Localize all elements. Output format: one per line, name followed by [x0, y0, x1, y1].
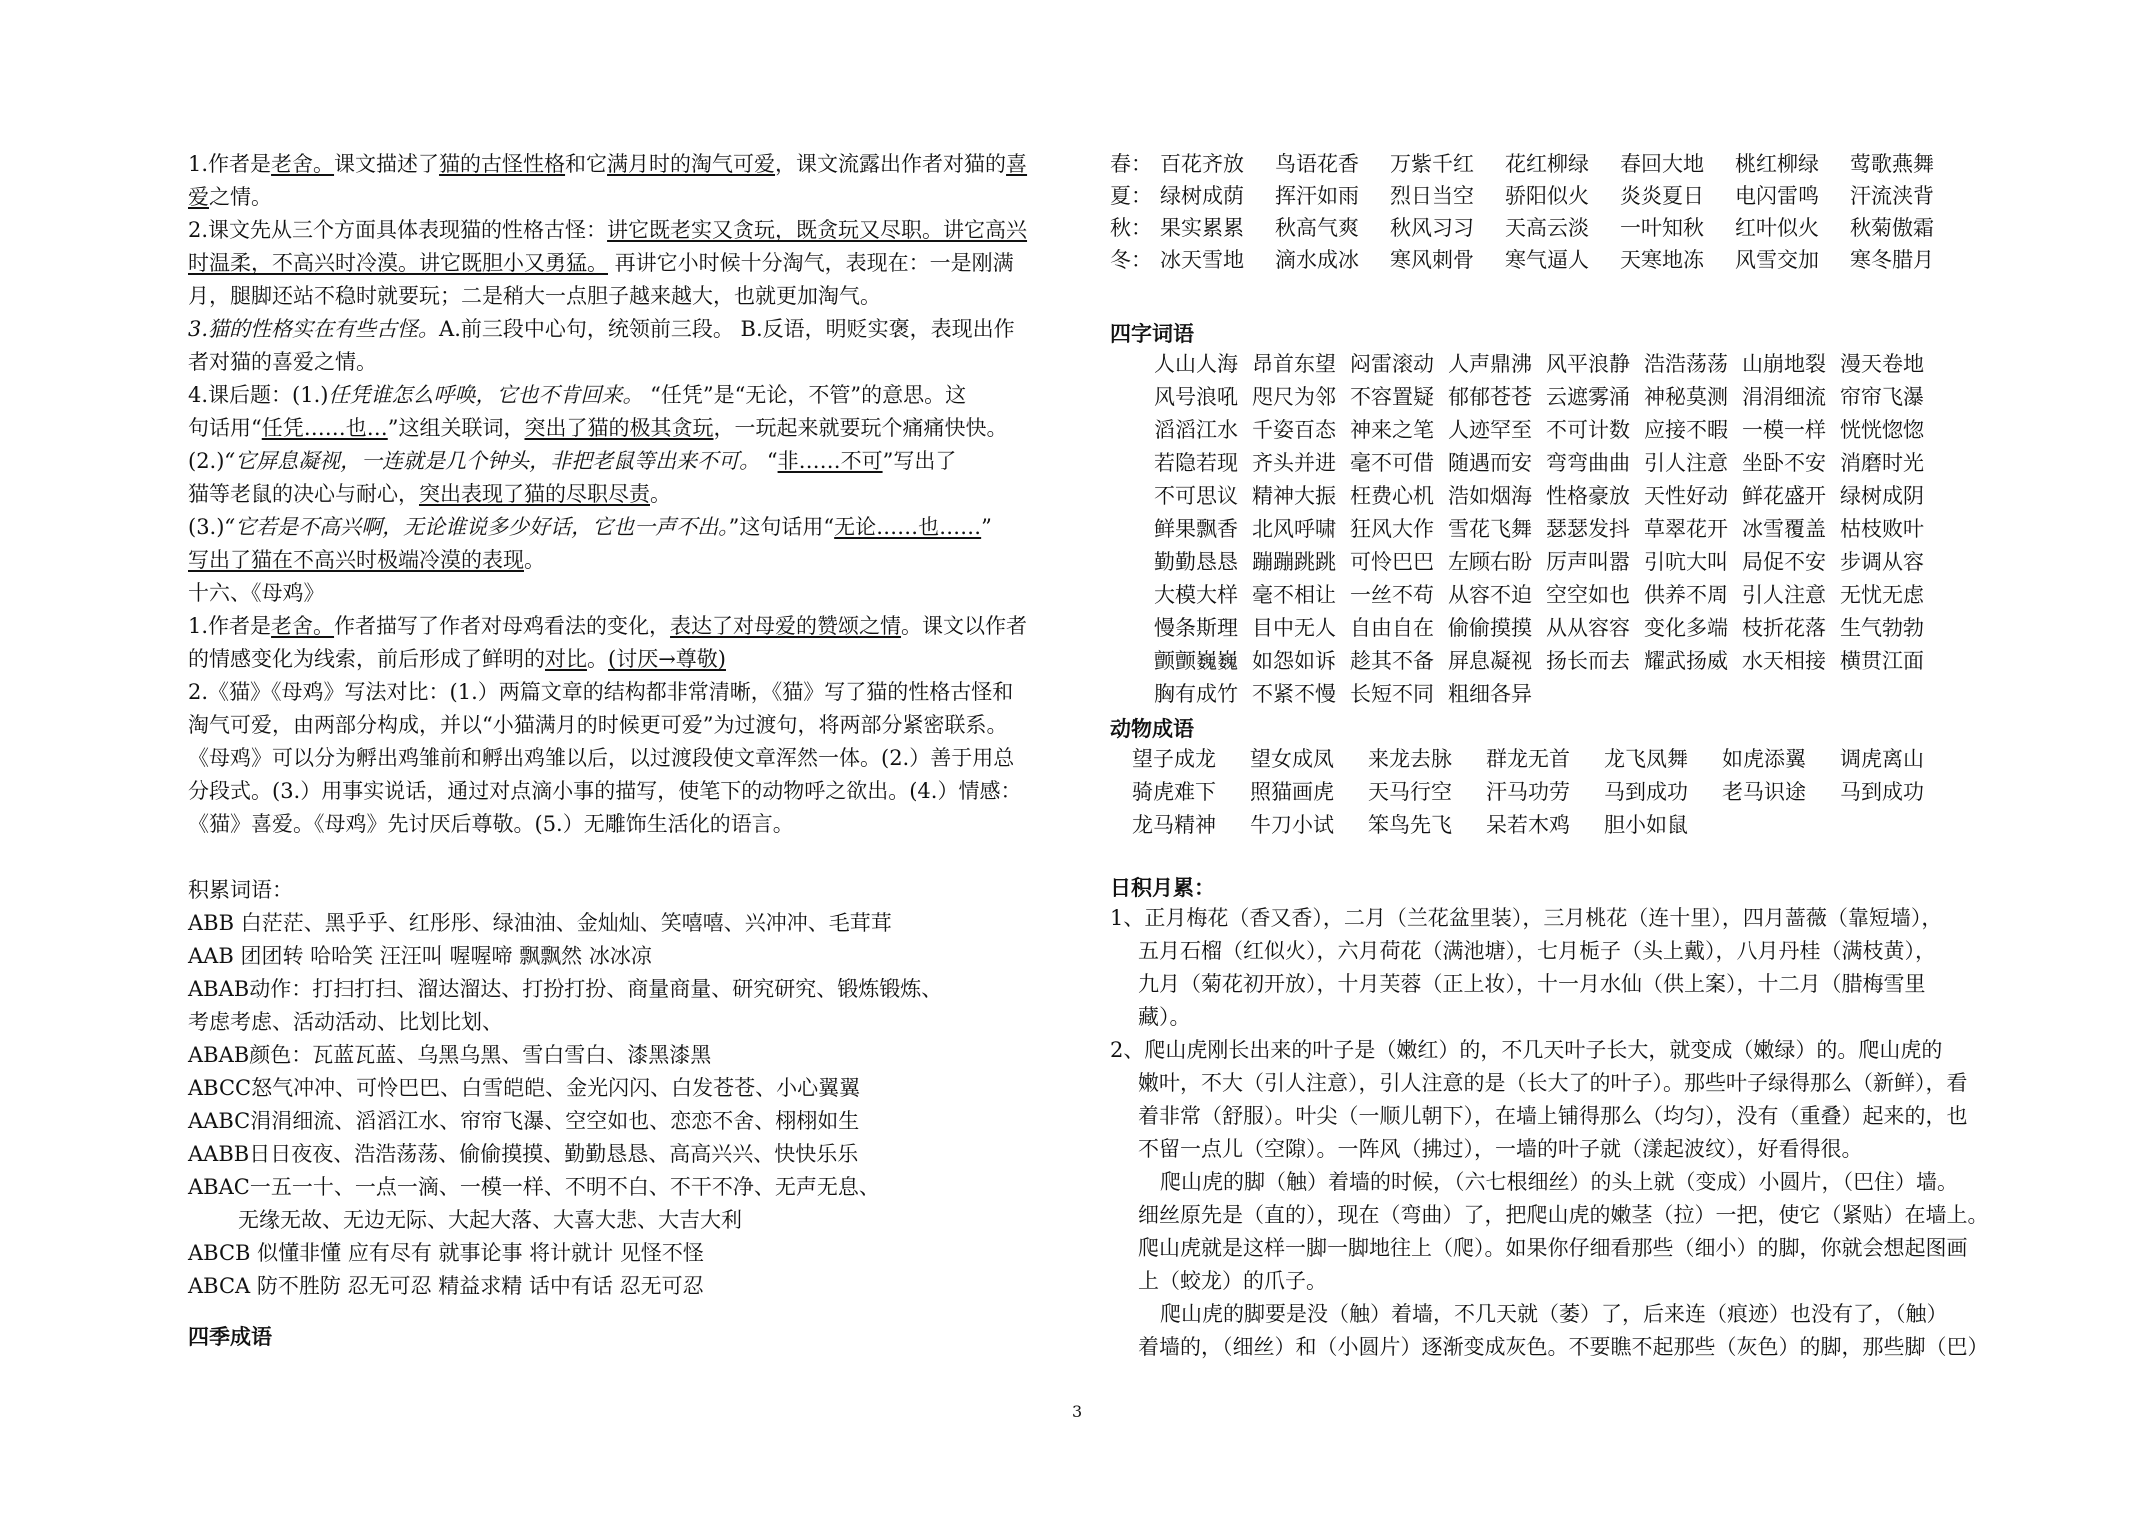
animal-idiom: 群龙无首 — [1486, 747, 1570, 771]
four-char-word: 消磨时光 — [1840, 451, 1924, 475]
four-char-word: 鲜果飘香 — [1154, 517, 1238, 541]
four-char-word: 长短不同 — [1350, 682, 1434, 706]
animal-idiom: 牛刀小试 — [1250, 813, 1334, 837]
text-line: 细丝原先是（直的），现在（弯曲）了，把爬山虎的嫩茎（拉）一把，使它（紧贴）在墙上。 — [1138, 1203, 1989, 1227]
four-char-word: 不可思议 — [1154, 484, 1238, 508]
animal-idiom: 胆小如鼠 — [1604, 813, 1688, 837]
four-char-word: 人山人海 — [1154, 352, 1238, 376]
four-char-word: 引吭大叫 — [1644, 550, 1728, 574]
four-char-word: 耀武扬威 — [1644, 649, 1728, 673]
four-char-word: 神秘莫测 — [1644, 385, 1728, 409]
four-char-word: 自由自在 — [1350, 616, 1434, 640]
ivy-leaves-paragraph — [1110, 1034, 1990, 1166]
flower-months-paragraph — [1110, 902, 1990, 1034]
four-char-word: 趁其不备 — [1350, 649, 1434, 673]
four-char-word: 无忧无虑 — [1840, 583, 1924, 607]
four-char-word: 鲜花盛开 — [1742, 484, 1826, 508]
four-char-word: 如怨如诉 — [1252, 649, 1336, 673]
four-char-word: 枯枝败叶 — [1840, 517, 1924, 541]
animal-idiom: 老马识途 — [1722, 780, 1806, 804]
four-char-word: 浩浩荡荡 — [1644, 352, 1728, 376]
animal-idioms-grid — [1110, 743, 1990, 842]
four-char-word: 大模大样 — [1154, 583, 1238, 607]
four-char-word: 蹦蹦跳跳 — [1252, 550, 1336, 574]
section-heading-hen: 十六、《母鸡》 — [188, 581, 325, 605]
text-line: 2、爬山虎刚长出来的叶子是（嫩红）的，不几天叶子长大，就变成（嫩绿）的。爬山虎的 — [1110, 1038, 1943, 1062]
four-char-word: 慢条斯理 — [1154, 616, 1238, 640]
four-char-word: 滔滔江水 — [1154, 418, 1238, 442]
ivy-feet-paragraph — [1110, 1166, 1990, 1298]
animal-idiom: 来龙去脉 — [1368, 747, 1452, 771]
animal-idiom: 如虎添翼 — [1722, 747, 1806, 771]
vocab-line: 无缘无故、无边无际、大起大落、大喜大悲、大吉大利 — [238, 1208, 742, 1232]
vocab-line: 考虑考虑、活动活动、比划比划、 — [188, 1010, 503, 1034]
four-char-word: 供养不周 — [1644, 583, 1728, 607]
animal-idiom: 呆若木鸡 — [1486, 813, 1570, 837]
four-char-word: 涓涓细流 — [1742, 385, 1826, 409]
four-char-word: 胸有成竹 — [1154, 682, 1238, 706]
four-char-word: 局促不安 — [1742, 550, 1826, 574]
four-char-word: 齐头并进 — [1252, 451, 1336, 475]
four-char-word: 坐卧不安 — [1742, 451, 1826, 475]
vocab-line: ABCC怒气冲冲、可怜巴巴、白雪皑皑、金光闪闪、白发苍苍、小心翼翼 — [188, 1076, 861, 1100]
animal-idiom: 马到成功 — [1604, 780, 1688, 804]
four-char-word: 可怜巴巴 — [1350, 550, 1434, 574]
four-char-word: 左顾右盼 — [1448, 550, 1532, 574]
paragraph-comparison: 2.《猫》《母鸡》写法对比：(1.）两篇文章的结构都非常清晰，《猫》写了猫的性格古怪和 淘气可爱，由两部分构成，并以“小猫满月的时候更可爱”为过渡句，将两部分紧密联系。 《母鸡》可以分为孵出鸡雏前和孵出鸡雏以后，以过渡段使文章浑然一体。(2.）善于用总 分段式。(3.）用事实说话，通过对点滴小事的描写，使笔下的动物呼之欲出。(4.）情感： 《猫》喜爱。《母鸡》先讨厌后尊敬。(5.）无雕饰生活化的语言。 — [188, 680, 1022, 836]
vocab-line: ABB 白茫茫、黑乎乎、红彤彤、绿油油、金灿灿、笑嘻嘻、兴冲冲、毛茸茸 — [188, 911, 892, 935]
four-char-word: 昂首东望 — [1252, 352, 1336, 376]
four-char-word: 偷偷摸摸 — [1448, 616, 1532, 640]
paragraph-exercise-1: 4.课后题：(1.)任凭谁怎么呼唤，它也不肯回来。 “任凭”是“无论，不管”的意思。这 句话用“任凭……也…”这组关联词，突出了猫的极其贪玩，一玩起来就要玩个痛痛快快。 — [188, 383, 1008, 440]
four-char-word: 神来之笔 — [1350, 418, 1434, 442]
vocab-line: AAB 团团转 哈哈笑 汪汪叫 喔喔啼 飘飘然 冰冰凉 — [188, 944, 652, 968]
text-line: 爬山虎就是这样一脚一脚地往上（爬）。如果你仔细看那些（细小）的脚，你就会想起图画 — [1138, 1236, 1968, 1260]
animal-idiom: 骑虎难下 — [1132, 780, 1216, 804]
four-char-word: 变化多端 — [1644, 616, 1728, 640]
paragraph-cat-author: 1.作者是老舍。课文描述了猫的古怪性格和它满月时的淘气可爱，课文流露出作者对猫的喜 爱之情。 — [188, 152, 1028, 209]
vocab-line: AABC涓涓细流、滔滔江水、帘帘飞瀑、空空如也、恋恋不舍、栩栩如生 — [188, 1109, 860, 1133]
four-char-word: 人声鼎沸 — [1448, 352, 1532, 376]
four-char-word: 精神大振 — [1252, 484, 1336, 508]
four-char-word: 目中无人 — [1252, 616, 1336, 640]
four-char-words-title: 四字词语 — [1110, 322, 1194, 346]
vocab-title: 积累词语： — [188, 878, 293, 902]
animal-idiom: 望女成凤 — [1250, 747, 1334, 771]
four-char-word: 毫不可借 — [1350, 451, 1434, 475]
season-row-summer: 夏： 绿树成荫 挥汗如雨 烈日当空 骄阳似火 炎炎夏日 电闪雷鸣 汗流浃背 — [1110, 184, 1934, 208]
four-char-word: 空空如也 — [1546, 583, 1630, 607]
four-char-word: 一模一样 — [1742, 418, 1826, 442]
four-char-word: 风号浪吼 — [1154, 385, 1238, 409]
four-char-word: 横贯江面 — [1840, 649, 1924, 673]
vocab-line: ABCB 似懂非懂 应有尽有 就事论事 将计就计 见怪不怪 — [188, 1241, 704, 1265]
four-char-word: 天性好动 — [1644, 484, 1728, 508]
season-row-autumn: 秋： 果实累累 秋高气爽 秋风习习 天高云淡 一叶知秋 红叶似火 秋菊傲霜 — [1110, 216, 1934, 240]
four-char-word: 弯弯曲曲 — [1546, 451, 1630, 475]
animal-idioms-title: 动物成语 — [1110, 717, 1194, 741]
animal-idiom: 龙飞凤舞 — [1604, 747, 1688, 771]
four-char-word: 恍恍惚惚 — [1840, 418, 1924, 442]
four-char-word: 步调从容 — [1840, 550, 1924, 574]
four-char-word: 枝折花落 — [1742, 616, 1826, 640]
text-line: 藏）。 — [1138, 1005, 1191, 1029]
animal-idiom: 马到成功 — [1840, 780, 1924, 804]
vocab-line: ABAC一五一十、一点一滴、一模一样、不明不白、不干不净、无声无息、 — [188, 1175, 880, 1199]
four-char-word: 若隐若现 — [1154, 451, 1238, 475]
vocab-line: ABAB颜色：瓦蓝瓦蓝、乌黑乌黑、雪白雪白、漆黑漆黑 — [188, 1043, 712, 1067]
vocab-list — [188, 907, 1068, 1303]
paragraph-cat-traits: 2.课文先从三个方面具体表现猫的性格古怪：讲它既老实又贪玩，既贪玩又尽职。讲它高兴 时温柔，不高兴时冷漠。讲它既胆小又勇猛。 再讲它小时候十分淘气，表现在：一是刚满 月，腿脚还站不稳时就要玩；二是稍大一点胆子越来越大，也就更加淘气。 — [188, 218, 1028, 308]
text-line: 不留一点儿（空隙）。一阵风（拂过），一墙的叶子就（漾起波纹），好看得很。 — [1138, 1137, 1863, 1161]
season-row-winter: 冬： 冰天雪地 滴水成冰 寒风刺骨 寒气逼人 天寒地冻 风雪交加 寒冬腊月 — [1110, 248, 1934, 272]
text-line: 爬山虎的脚（触）着墙的时候，（六七根细丝）的头上就（变成）小圆片，（巴住）墙。 — [1160, 1170, 1958, 1194]
paragraph-exercise-3: (3.)“它若是不高兴啊，无论谁说多少好话，它也一声不出。”这句话用“无论……也……” 写出了猫在不高兴时极端冷漠的表现。 — [188, 515, 992, 572]
four-char-word: 北风呼啸 — [1252, 517, 1336, 541]
four-char-word: 浩如烟海 — [1448, 484, 1532, 508]
four-char-word: 随遇而安 — [1448, 451, 1532, 475]
text-line: 上（蛟龙）的爪子。 — [1138, 1269, 1327, 1293]
vocab-line: ABAB动作：打扫打扫、溜达溜达、打扮打扮、商量商量、研究研究、锻炼锻炼、 — [188, 977, 943, 1001]
four-char-word: 山崩地裂 — [1742, 352, 1826, 376]
four-char-word: 不容置疑 — [1350, 385, 1434, 409]
four-char-word: 屏息凝视 — [1448, 649, 1532, 673]
vocab-line: AABB日日夜夜、浩浩荡荡、偷偷摸摸、勤勤恳恳、高高兴兴、快快乐乐 — [188, 1142, 859, 1166]
season-row-spring: 春： 百花齐放 鸟语花香 万紫千红 花红柳绿 春回大地 桃红柳绿 莺歌燕舞 — [1110, 152, 1934, 176]
four-char-word: 枉费心机 — [1350, 484, 1434, 508]
text-line: 着墙的，（细丝）和（小圆片）逐渐变成灰色。不要瞧不起那些（灰色）的脚，那些脚（巴） — [1138, 1335, 1989, 1359]
four-char-word: 雪花飞舞 — [1448, 517, 1532, 541]
ivy-wither-paragraph — [1110, 1298, 1990, 1364]
right-column — [1110, 148, 1990, 1364]
left-column — [188, 148, 1068, 1351]
four-char-word: 风平浪静 — [1546, 352, 1630, 376]
vocab-line: ABCA 防不胜防 忍无可忍 精益求精 话中有话 忍无可忍 — [188, 1274, 704, 1298]
text-line: 爬山虎的脚要是没（触）着墙，不几天就（萎）了，后来连（痕迹）也没有了，（触） — [1160, 1302, 1948, 1326]
four-char-word: 郁郁苍苍 — [1448, 385, 1532, 409]
four-char-word: 狂风大作 — [1350, 517, 1434, 541]
text-line: 着非常（舒服）。叶尖（一顺儿朝下），在墙上铺得那么（均匀），没有（重叠）起来的，也 — [1138, 1104, 1968, 1128]
paragraph-cat-strange: 3.猫的性格实在有些古怪。A.前三段中心句，统领前三段。 B.反语，明贬实褒，表现出作 者对猫的喜爱之情。 — [188, 317, 1015, 374]
four-char-word: 颤颤巍巍 — [1154, 649, 1238, 673]
daily-accumulation-title: 日积月累： — [1110, 876, 1215, 900]
four-char-word: 毫不相让 — [1252, 583, 1336, 607]
page-number: 3 — [1072, 1402, 1083, 1421]
four-char-word: 扬长而去 — [1546, 649, 1630, 673]
four-char-word: 粗细各异 — [1448, 682, 1532, 706]
four-char-word: 从容不迫 — [1448, 583, 1532, 607]
text-line: 嫩叶，不大（引人注意），引人注意的是（长大了的叶子）。那些叶子绿得那么（新鲜），看 — [1138, 1071, 1968, 1095]
four-char-word: 人迹罕至 — [1448, 418, 1532, 442]
animal-idiom: 龙马精神 — [1132, 813, 1216, 837]
paragraph-hen-author: 1.作者是老舍。作者描写了作者对母鸡看法的变化，表达了对母爱的赞颂之情。课文以作者 的情感变化为线索，前后形成了鲜明的对比。(讨厌→尊敬) — [188, 614, 1028, 671]
animal-idiom: 笨鸟先飞 — [1368, 813, 1452, 837]
four-char-word: 应接不暇 — [1644, 418, 1728, 442]
animal-idiom: 照猫画虎 — [1250, 780, 1334, 804]
text-line: 五月石榴（红似火），六月荷花（满池塘），七月栀子（头上戴），八月丹桂（满枝黄）， — [1138, 939, 1936, 963]
four-char-word: 一丝不苟 — [1350, 583, 1434, 607]
four-char-word: 云遮雾涌 — [1546, 385, 1630, 409]
four-char-word: 引人注意 — [1742, 583, 1826, 607]
four-char-word: 生气勃勃 — [1840, 616, 1924, 640]
four-char-word: 漫天卷地 — [1840, 352, 1924, 376]
four-char-word: 不紧不慢 — [1252, 682, 1336, 706]
four-char-word: 从从容容 — [1546, 616, 1630, 640]
four-char-word: 不可计数 — [1546, 418, 1630, 442]
four-char-word: 草翠花开 — [1644, 517, 1728, 541]
animal-idiom: 调虎离山 — [1840, 747, 1924, 771]
four-char-words-grid — [1110, 348, 1990, 711]
season-idioms — [1110, 148, 1990, 276]
four-char-word: 冰雪覆盖 — [1742, 517, 1826, 541]
four-season-idioms-title: 四季成语 — [188, 1325, 272, 1349]
four-char-word: 勤勤恳恳 — [1154, 550, 1238, 574]
text-line: 1、正月梅花（香又香），二月（兰花盆里装），三月桃花（连十里），四月蔷薇（靠短墙）， — [1110, 906, 1943, 930]
four-char-word: 瑟瑟发抖 — [1546, 517, 1630, 541]
paragraph-exercise-2: (2.)“它屏息凝视，一连就是几个钟头，非把老鼠等出来不可。 “非……不可”写出了 猫等老鼠的决心与耐心，突出表现了猫的尽职尽责。 — [188, 449, 957, 506]
animal-idiom: 天马行空 — [1368, 780, 1452, 804]
four-char-word: 引人注意 — [1644, 451, 1728, 475]
four-char-word: 绿树成阴 — [1840, 484, 1924, 508]
four-char-word: 帘帘飞瀑 — [1840, 385, 1924, 409]
four-char-word: 水天相接 — [1742, 649, 1826, 673]
text-line: 九月（菊花初开放），十月芙蓉（正上妆），十一月水仙（供上案），十二月（腊梅雪里 — [1138, 972, 1926, 996]
four-char-word: 千姿百态 — [1252, 418, 1336, 442]
animal-idiom: 汗马功劳 — [1486, 780, 1570, 804]
four-char-word: 咫尺为邻 — [1252, 385, 1336, 409]
four-char-word: 闷雷滚动 — [1350, 352, 1434, 376]
four-char-word: 性格豪放 — [1546, 484, 1630, 508]
four-char-word: 厉声叫嚣 — [1546, 550, 1630, 574]
animal-idiom: 望子成龙 — [1132, 747, 1216, 771]
